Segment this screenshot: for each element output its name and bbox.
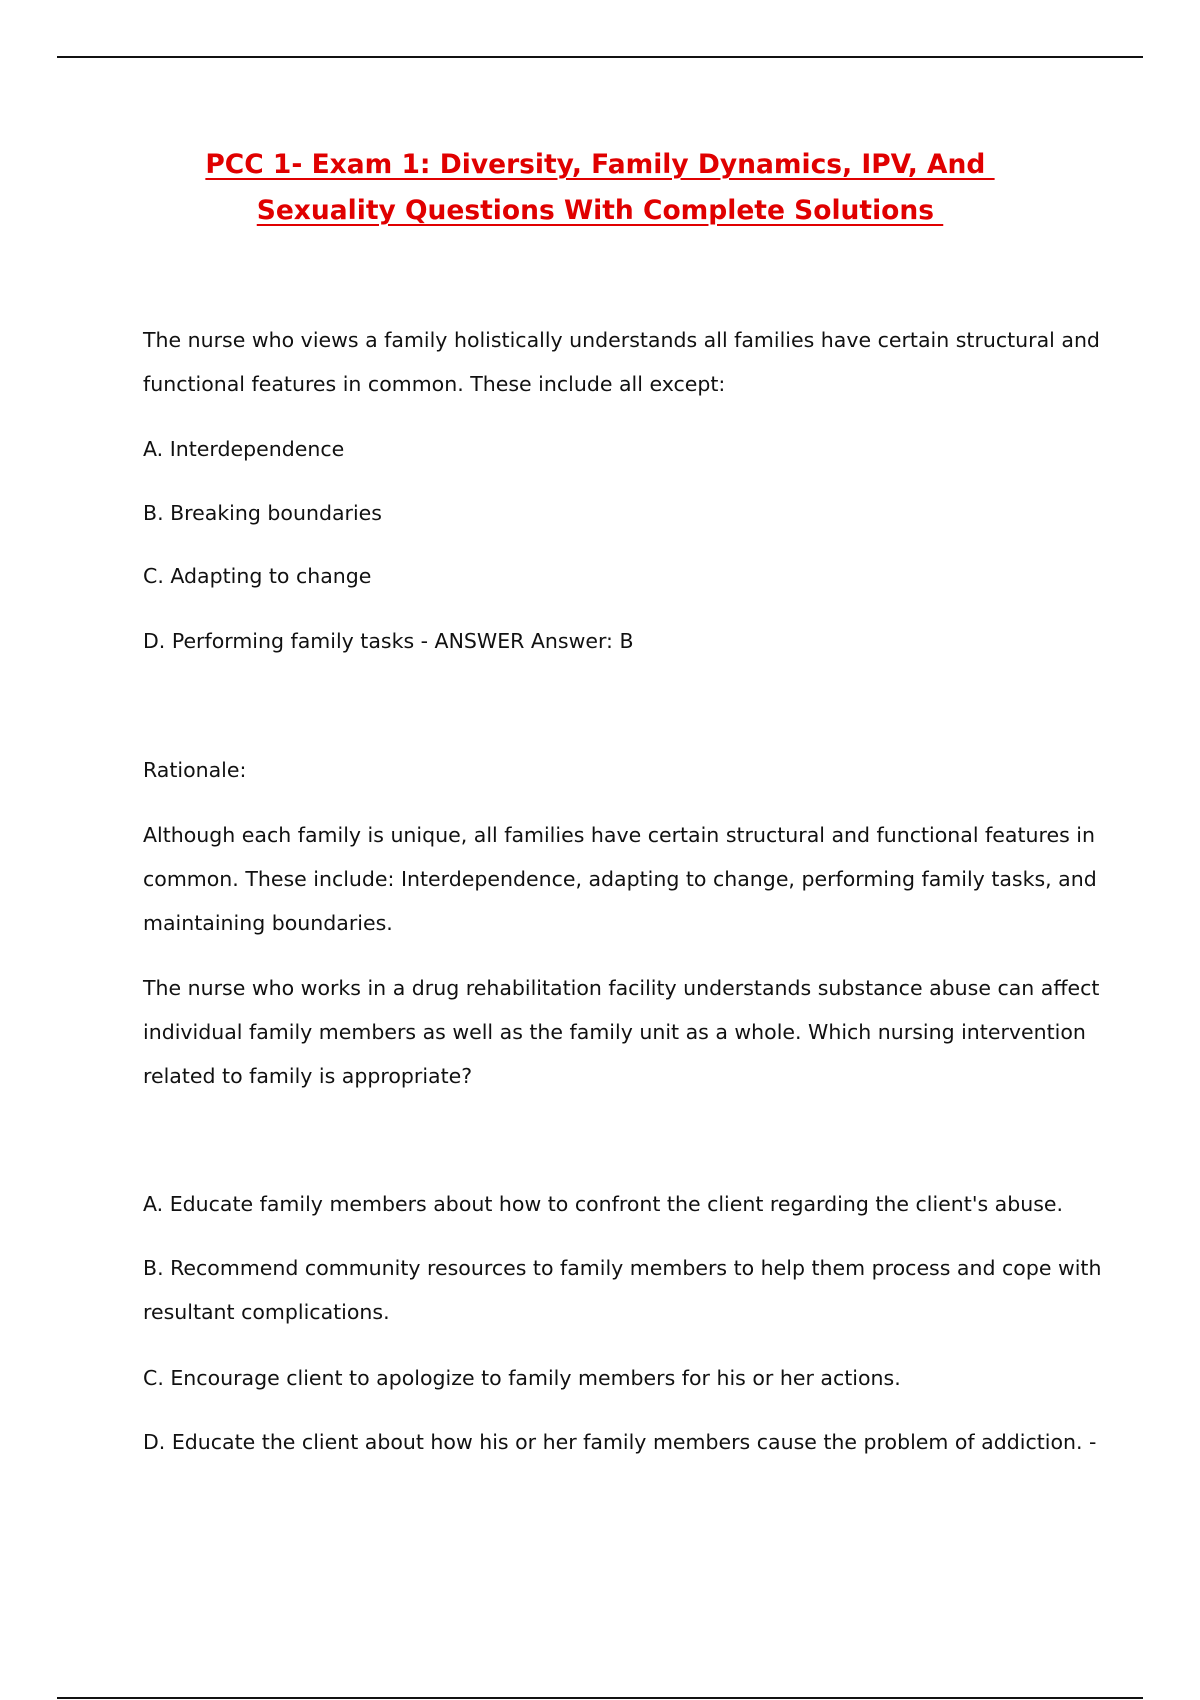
question-1-option-c: C. Adapting to change [143,564,372,588]
question-2-stem-line-2: individual family members as well as the family unit as a whole. Which nursing intervention [143,1020,1086,1044]
question-2-stem-line-3: related to family is appropriate? [143,1064,473,1088]
rationale-line-1: Although each family is unique, all families have certain structural and functional features in [143,823,1095,847]
question-1-option-d-answer: D. Performing family tasks - ANSWER Answer: B [143,629,634,653]
rationale-line-2: common. These include: Interdependence, adapting to change, performing family tasks, and [143,867,1097,891]
question-2-option-b [143,1246,1101,1334]
question-1-stem-line-2: functional features in common. These include all except: [143,372,726,396]
rationale-text [143,813,1097,945]
bottom-rule [57,1697,1143,1699]
question-1-stem [143,318,1100,406]
title-line-1: PCC 1- Exam 1: Diversity, Family Dynamics, IPV, And [205,149,995,180]
rationale-line-3: maintaining boundaries. [143,911,393,935]
question-1-stem-line-1: The nurse who views a family holistically understands all families have certain structural and [143,328,1100,352]
question-2-option-b-line-2: resultant complications. [143,1300,390,1324]
document-title [100,142,1100,234]
question-1-option-a: A. Interdependence [143,437,345,461]
question-2-option-c: C. Encourage client to apologize to family members for his or her actions. [143,1366,901,1390]
title-line-2: Sexuality Questions With Complete Solutions [256,195,944,226]
question-2-stem [143,966,1099,1098]
top-rule [57,56,1143,58]
question-2-stem-line-1: The nurse who works in a drug rehabilitation facility understands substance abuse can affect [143,976,1100,1000]
question-2-option-b-line-1: B. Recommend community resources to family members to help them process and cope with [143,1256,1102,1280]
question-2-option-a: A. Educate family members about how to confront the client regarding the client's abuse. [143,1192,1064,1216]
question-2-option-d: D. Educate the client about how his or her family members cause the problem of addiction. - [143,1430,1097,1454]
rationale-label: Rationale: [143,758,247,782]
question-1-option-b: B. Breaking boundaries [143,501,382,525]
